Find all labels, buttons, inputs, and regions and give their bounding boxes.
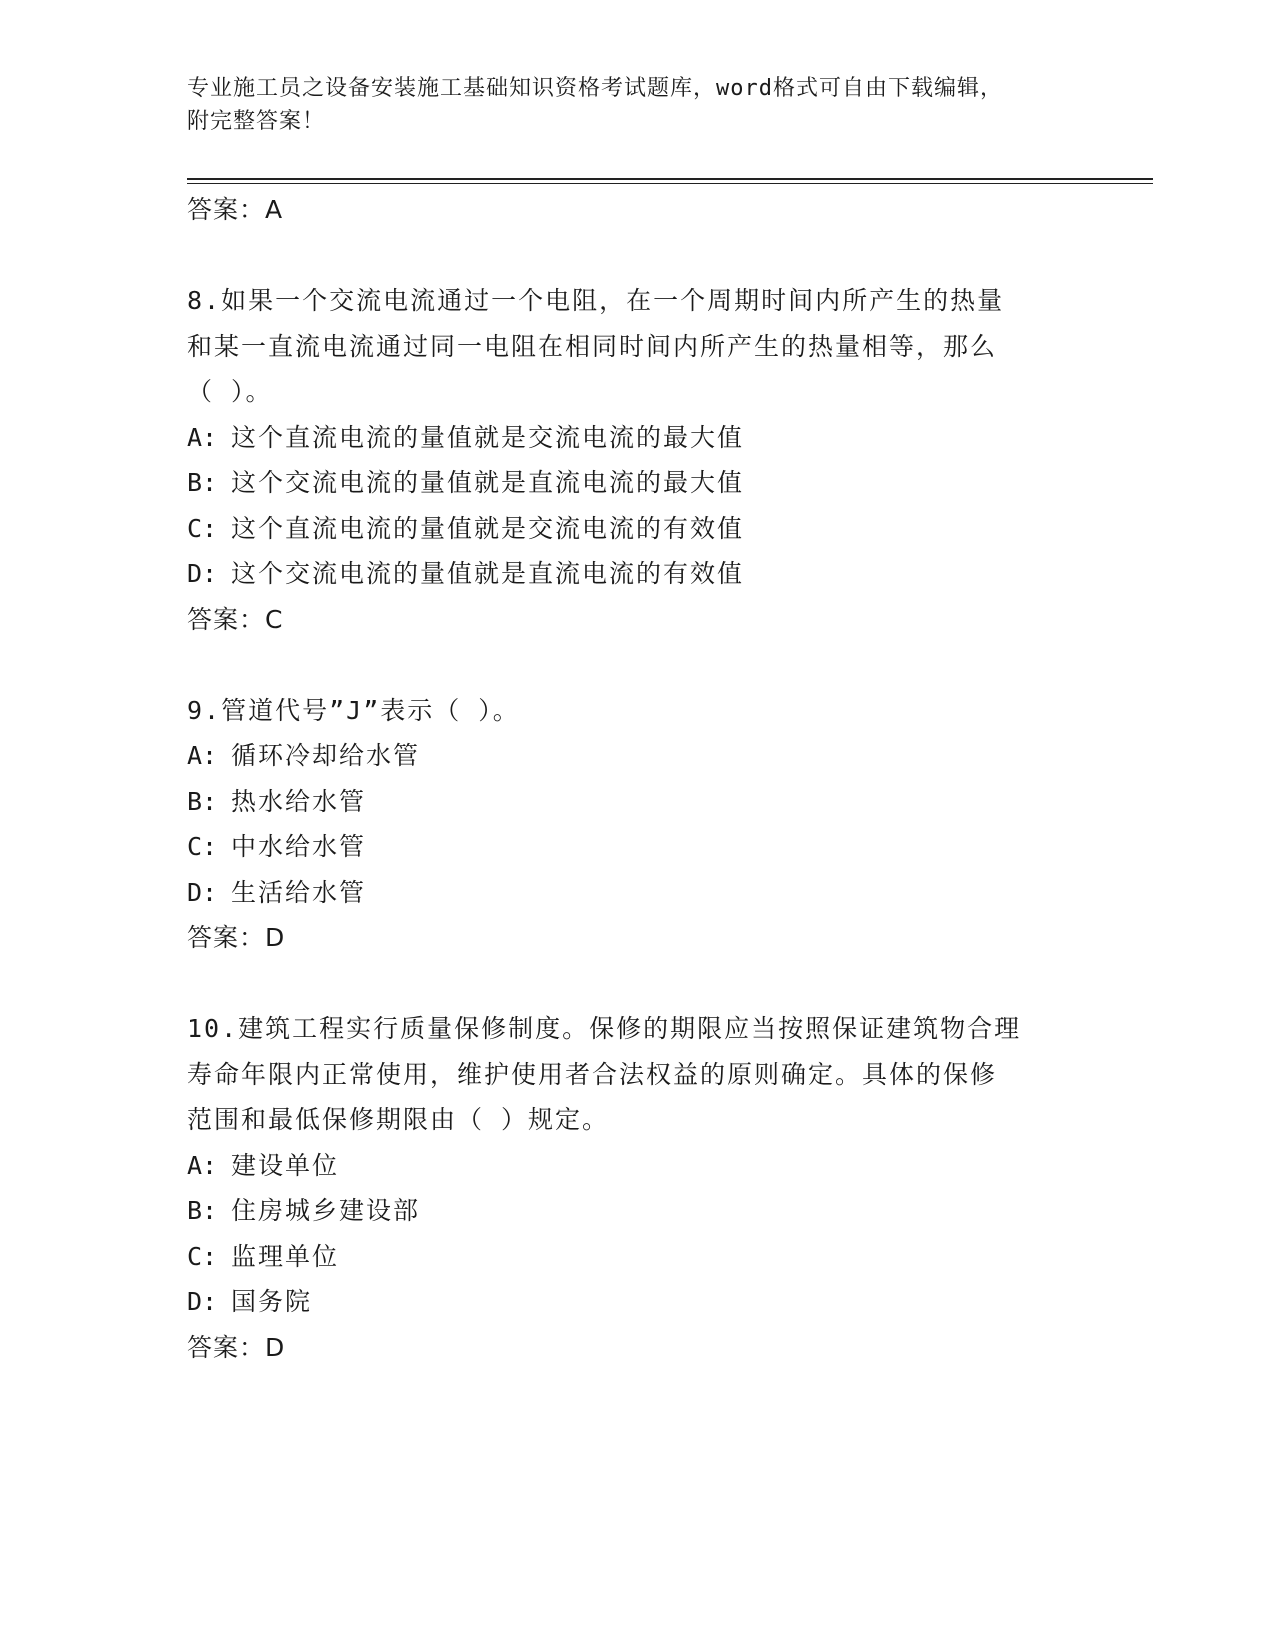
answer-line: 答案：D bbox=[187, 1332, 286, 1362]
option-c bbox=[187, 1234, 1087, 1280]
header-line: 专业施工员之设备安装施工基础知识资格考试题库，word格式可自由下载编辑， bbox=[187, 76, 1003, 101]
option-key: B: bbox=[187, 1196, 218, 1225]
option-text: 建设单位 bbox=[231, 1150, 340, 1180]
question-text: 寿命年限内正常使用，维护使用者合法权益的原则确定。具体的保修 bbox=[187, 1059, 998, 1089]
option-text: 热水给水管 bbox=[231, 786, 367, 816]
option-a bbox=[187, 415, 1087, 461]
question-text: 9.管道代号”J”表示（ ）。 bbox=[187, 695, 520, 725]
option-key: D: bbox=[187, 559, 218, 588]
option-key: B: bbox=[187, 786, 218, 816]
option-key: A: bbox=[187, 422, 218, 452]
question-list bbox=[187, 187, 1087, 1371]
question-text: 8.如果一个交流电流通过一个电阻，在一个周期时间内所产生的热量 bbox=[187, 286, 1005, 315]
question-text: 范围和最低保修期限由（ ）规定。 bbox=[187, 1105, 610, 1134]
spacer bbox=[187, 643, 1087, 688]
option-b bbox=[187, 1188, 1087, 1234]
option-key: D: bbox=[187, 877, 218, 907]
option-key: B: bbox=[187, 468, 218, 497]
header-line: 附完整答案！ bbox=[187, 109, 326, 134]
option-d bbox=[187, 870, 1087, 916]
option-key: D: bbox=[187, 1287, 218, 1316]
answer-line: 答案：C bbox=[187, 604, 284, 634]
header-divider-thin bbox=[187, 183, 1153, 184]
option-d bbox=[187, 1279, 1087, 1325]
option-a bbox=[187, 733, 1087, 779]
option-text: 这个直流电流的量值就是交流电流的最大值 bbox=[231, 422, 745, 452]
option-text: 循环冷却给水管 bbox=[231, 741, 421, 770]
answer-line: 答案：A bbox=[187, 195, 284, 224]
option-key: C: bbox=[187, 1241, 218, 1271]
answer-line: 答案：D bbox=[187, 923, 286, 952]
option-text: 住房城乡建设部 bbox=[231, 1196, 421, 1225]
option-text: 这个直流电流的量值就是交流电流的有效值 bbox=[231, 513, 745, 543]
spacer bbox=[187, 961, 1087, 1006]
option-text: 监理单位 bbox=[231, 1241, 340, 1271]
question-block bbox=[187, 1006, 1087, 1371]
option-c bbox=[187, 506, 1087, 552]
option-key: A: bbox=[187, 1150, 218, 1180]
option-text: 国务院 bbox=[231, 1287, 313, 1316]
option-key: A: bbox=[187, 741, 218, 770]
option-b bbox=[187, 460, 1087, 506]
question-block bbox=[187, 688, 1087, 962]
option-text: 这个交流电流的量值就是直流电流的最大值 bbox=[231, 468, 745, 497]
option-b bbox=[187, 779, 1087, 825]
option-text: 中水给水管 bbox=[231, 832, 367, 861]
option-text: 生活给水管 bbox=[231, 877, 367, 907]
option-text: 这个交流电流的量值就是直流电流的有效值 bbox=[231, 559, 745, 588]
header-divider bbox=[187, 178, 1153, 180]
page-header bbox=[187, 72, 1067, 138]
option-c bbox=[187, 824, 1087, 870]
option-d bbox=[187, 551, 1087, 597]
question-text: （ ）。 bbox=[187, 377, 273, 406]
question-text: 10.建筑工程实行质量保修制度。保修的期限应当按照保证建筑物合理 bbox=[187, 1014, 1022, 1043]
spacer bbox=[187, 233, 1087, 278]
question-block bbox=[187, 278, 1087, 643]
question-text: 和某一直流电流通过同一电阻在相同时间内所产生的热量相等，那么 bbox=[187, 331, 998, 361]
option-key: C: bbox=[187, 513, 218, 543]
option-a bbox=[187, 1143, 1087, 1189]
option-key: C: bbox=[187, 832, 218, 861]
